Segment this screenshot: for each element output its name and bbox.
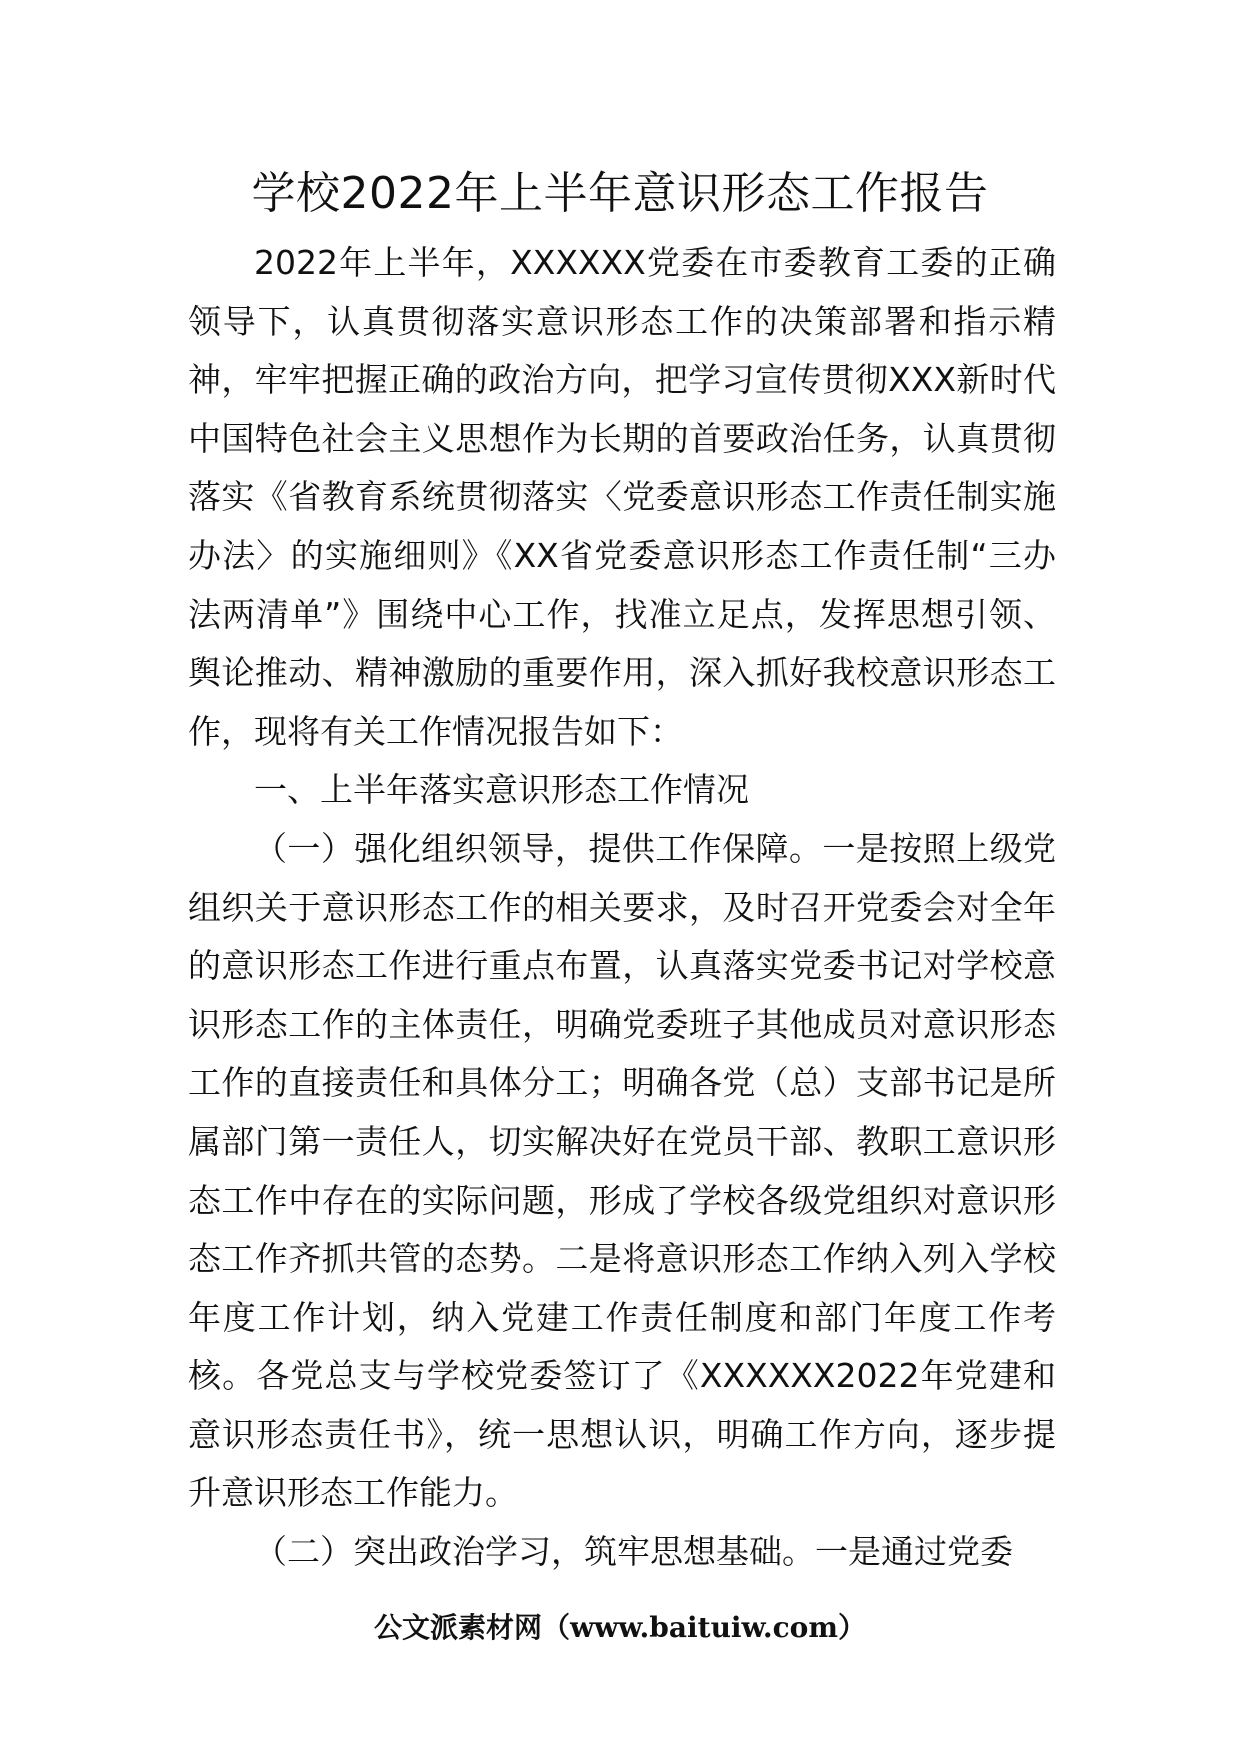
section-paragraph-1: （一）强化组织领导，提供工作保障。一是按照上级党组织关于意识形态工作的相关要求，及时召开党委会对全年的意识形态工作进行重点布置，认真落实党委书记对学校意识形态工作的主体责任，明确党委班子其他成员对意识形态工作的直接责任和具体分工；明确各党（总）支部书记是所属部门第一责任人，切实解决好在党员干部、教职工意识形态工作中存在的实际问题，形成了学校各级党组织对意识形态工作齐抓共管的态势。二是将意识形态工作纳入列入学校年度工作计划，纳入党建工作责任制度和部门年度工作考核。各党总支与学校党委签订了《XXXXXX2022年党建和意识形态责任书》，统一思想认识，明确工作方向，逐步提升意识形态工作能力。: [188, 828, 1056, 1513]
document-title: 学校2022年上半年意识形态工作报告: [251, 168, 989, 219]
intro-paragraph: 2022年上半年，XXXXXX党委在市委教育工委的正确领导下，认真贯彻落实意识形态工作的决策部署和指示精神，牢牢把握正确的政治方向，把学习宣传贯彻XXX新时代中国特色社会主义思想作为长期的首要政治任务，认真贯彻落实《省教育系统贯彻落实〈党委意识形态工作责任制实施办法〉的实施细则》《XX省党委意识形态工作责任制“三办法两清单”》围绕中心工作，找准立足点，发挥思想引领、舆论推动、精神激励的重要作用，深入抓好我校意识形态工作，现将有关工作情况报告如下：: [188, 243, 1056, 751]
section-paragraph-2: （二）突出政治学习，筑牢思想基础。一是通过党委: [254, 1532, 1013, 1572]
footer-watermark: 公文派素材网（www.baituiw.com）: [374, 1611, 866, 1644]
document-body: [188, 234, 1056, 1582]
section-heading: 一、上半年落实意识形态工作情况: [254, 770, 749, 810]
